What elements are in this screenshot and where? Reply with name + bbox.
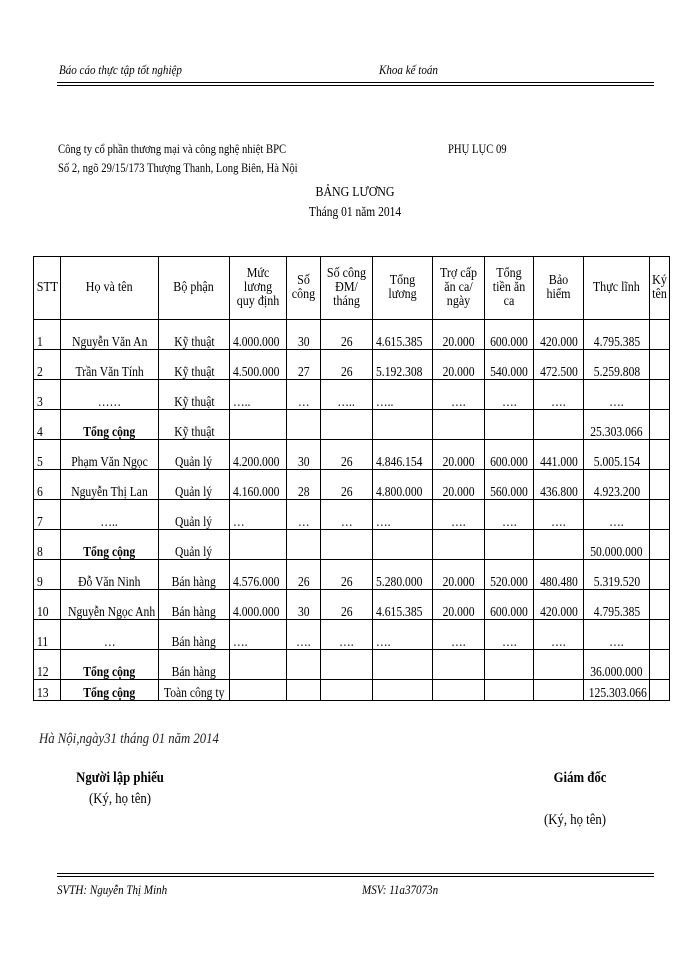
document-subtitle: Tháng 01 năm 2014 (308, 205, 402, 220)
header-rule (57, 82, 654, 86)
table-cell: 125.303.066 (584, 680, 650, 701)
table-cell: …. (373, 500, 433, 530)
table-cell: 30 (287, 320, 321, 350)
table-cell: 4 (34, 410, 61, 440)
col-header: Số công (287, 257, 321, 320)
table-cell (373, 410, 433, 440)
table-cell: Tổng cộng (61, 410, 159, 440)
table-cell: 30 (287, 590, 321, 620)
table-cell (287, 680, 321, 701)
table-cell: 4.846.154 (373, 440, 433, 470)
table-cell: 5.319.520 (584, 560, 650, 590)
table-cell (321, 680, 373, 701)
table-cell (534, 650, 584, 680)
table-cell: 600.000 (485, 440, 534, 470)
table-cell: 436.800 (534, 470, 584, 500)
table-row (34, 470, 670, 500)
table-cell: Toàn công ty (159, 680, 230, 701)
table-cell (650, 590, 670, 620)
col-header: Trợ cấp ăn ca/ ngày (433, 257, 485, 320)
table-cell: 28 (287, 470, 321, 500)
table-cell: …. (534, 380, 584, 410)
table-cell: Nguyễn Thị Lan (61, 470, 159, 500)
table-cell (485, 650, 534, 680)
table-cell: Tổng cộng (61, 680, 159, 701)
table-cell: 600.000 (485, 590, 534, 620)
table-row (34, 650, 670, 680)
table-cell: 1 (34, 320, 61, 350)
table-cell: …. (534, 500, 584, 530)
table-cell: 26 (321, 440, 373, 470)
table-cell: 30 (287, 440, 321, 470)
footer-rule (57, 873, 654, 877)
table-cell: 520.000 (485, 560, 534, 590)
table-cell (230, 410, 287, 440)
table-cell: ….. (321, 380, 373, 410)
table-cell: 6 (34, 470, 61, 500)
table-cell: 472.500 (534, 350, 584, 380)
table-cell: … (287, 500, 321, 530)
table-cell (534, 410, 584, 440)
table-cell (650, 530, 670, 560)
table-cell (650, 620, 670, 650)
table-row (34, 590, 670, 620)
table-cell: 480.480 (534, 560, 584, 590)
document-title: BẢNG LƯƠNG (315, 185, 395, 200)
table-cell: …. (433, 380, 485, 410)
table-cell: 5.259.808 (584, 350, 650, 380)
table-row (34, 560, 670, 590)
table-cell: 4.200.000 (230, 440, 287, 470)
table-cell (650, 560, 670, 590)
table-cell (650, 650, 670, 680)
table-cell: Nguyễn Văn An (61, 320, 159, 350)
table-cell: …. (485, 380, 534, 410)
table-cell: Trần Văn Tính (61, 350, 159, 380)
table-cell (485, 680, 534, 701)
table-cell: 12 (34, 650, 61, 680)
table-cell: 4.795.385 (584, 320, 650, 350)
table-cell: …. (433, 500, 485, 530)
table-cell (534, 680, 584, 701)
table-cell: Tổng cộng (61, 650, 159, 680)
table-cell: 20.000 (433, 560, 485, 590)
table-cell: 20.000 (433, 470, 485, 500)
table-cell (433, 680, 485, 701)
table-cell (650, 410, 670, 440)
table-cell (650, 470, 670, 500)
table-cell: …… (61, 380, 159, 410)
table-cell: 20.000 (433, 350, 485, 380)
table-cell: 10 (34, 590, 61, 620)
table-cell: … (61, 620, 159, 650)
col-header: Ký tên (650, 257, 670, 320)
col-header: Thực lĩnh (584, 257, 650, 320)
table-cell: 26 (321, 590, 373, 620)
col-header: Tổng lương (373, 257, 433, 320)
col-header: Mức lương quy định (230, 257, 287, 320)
table-cell (287, 650, 321, 680)
table-cell (650, 500, 670, 530)
table-cell: 20.000 (433, 320, 485, 350)
footer-student-id: MSV: 11a37073n (362, 882, 439, 897)
table-cell: 2 (34, 350, 61, 380)
table-cell (321, 530, 373, 560)
table-cell: Kỹ thuật (159, 350, 230, 380)
company-name: Công ty cổ phần thương mại và công nghệ nhiệt BPC (58, 141, 287, 156)
table-cell: 8 (34, 530, 61, 560)
table-cell (230, 650, 287, 680)
table-cell (373, 650, 433, 680)
table-cell: …. (534, 620, 584, 650)
table-header-row (34, 257, 670, 320)
table-cell (287, 410, 321, 440)
table-cell: Kỹ thuật (159, 380, 230, 410)
preparer-note: (Ký, họ tên) (89, 791, 151, 807)
table-cell: 3 (34, 380, 61, 410)
appendix-label: PHỤ LỤC 09 (448, 141, 507, 156)
table-cell (650, 680, 670, 701)
report-header-right: Khoa kế toán (379, 62, 438, 77)
table-cell: 5 (34, 440, 61, 470)
table-cell: Bán hàng (159, 620, 230, 650)
table-cell: Bán hàng (159, 560, 230, 590)
table-cell (433, 650, 485, 680)
table-cell: 7 (34, 500, 61, 530)
table-cell: Bán hàng (159, 590, 230, 620)
table-cell: Quản lý (159, 500, 230, 530)
table-cell: Quản lý (159, 470, 230, 500)
table-cell: 20.000 (433, 440, 485, 470)
table-cell: 20.000 (433, 590, 485, 620)
table-cell: …. (230, 620, 287, 650)
table-cell (650, 350, 670, 380)
table-cell: …. (433, 620, 485, 650)
table-cell: 420.000 (534, 590, 584, 620)
table-cell: 26 (321, 560, 373, 590)
table-cell (287, 530, 321, 560)
table-cell: …. (485, 620, 534, 650)
col-header: Họ và tên (61, 257, 159, 320)
col-header: Tổng tiền ăn ca (485, 257, 534, 320)
table-cell: … (287, 380, 321, 410)
table-cell: 4.800.000 (373, 470, 433, 500)
table-row (34, 410, 670, 440)
table-cell: 26 (321, 470, 373, 500)
table-row (34, 500, 670, 530)
table-cell: …. (584, 620, 650, 650)
table-cell: … (321, 500, 373, 530)
table-cell (433, 410, 485, 440)
table-cell (373, 680, 433, 701)
table-row (34, 530, 670, 560)
table-cell: 5.005.154 (584, 440, 650, 470)
table-cell: 36.000.000 (584, 650, 650, 680)
table-row (34, 680, 670, 701)
table-cell: Quản lý (159, 530, 230, 560)
date-line: Hà Nội,ngày31 tháng 01 năm 2014 (39, 731, 219, 747)
table-cell: Tổng cộng (61, 530, 159, 560)
table-cell (650, 440, 670, 470)
table-cell: 26 (321, 320, 373, 350)
table-cell: Đỗ Văn Ninh (61, 560, 159, 590)
table-cell: …. (584, 380, 650, 410)
table-cell (485, 410, 534, 440)
col-header: STT (34, 257, 61, 320)
table-cell: 11 (34, 620, 61, 650)
table-cell: 420.000 (534, 320, 584, 350)
table-cell (433, 530, 485, 560)
col-header: Số công ĐM/ tháng (321, 257, 373, 320)
table-cell: 4.615.385 (373, 320, 433, 350)
table-cell: 26 (321, 350, 373, 380)
table-cell: 5.280.000 (373, 560, 433, 590)
director-title: Giám đốc (553, 770, 607, 786)
table-cell (650, 380, 670, 410)
footer-student: SVTH: Nguyễn Thị Minh (57, 882, 168, 897)
col-header: Bộ phận (159, 257, 230, 320)
table-cell: … (230, 500, 287, 530)
table-cell: …. (485, 500, 534, 530)
table-cell: Nguyễn Ngọc Anh (61, 590, 159, 620)
table-cell: Kỹ thuật (159, 320, 230, 350)
table-cell: 4.500.000 (230, 350, 287, 380)
table-cell (230, 680, 287, 701)
table-cell (321, 410, 373, 440)
table-cell: ….. (230, 380, 287, 410)
report-header-left: Báo cáo thực tập tốt nghiệp (59, 62, 182, 77)
table-cell: ….. (61, 500, 159, 530)
table-cell: Quản lý (159, 440, 230, 470)
table-cell: 26 (287, 560, 321, 590)
table-cell: …. (373, 620, 433, 650)
table-cell: 50.000.000 (584, 530, 650, 560)
table-row (34, 380, 670, 410)
table-cell: …. (321, 620, 373, 650)
table-cell: Phạm Văn Ngọc (61, 440, 159, 470)
table-cell: 4.576.000 (230, 560, 287, 590)
table-cell: 441.000 (534, 440, 584, 470)
table-cell: 4.160.000 (230, 470, 287, 500)
company-address: Số 2, ngõ 29/15/173 Thượng Thanh, Long Biên, Hà Nội (58, 160, 298, 175)
table-cell (485, 530, 534, 560)
table-cell: 5.192.308 (373, 350, 433, 380)
table-row (34, 440, 670, 470)
table-cell: 27 (287, 350, 321, 380)
table-row (34, 350, 670, 380)
table-cell: 4.795.385 (584, 590, 650, 620)
table-cell: 4.000.000 (230, 320, 287, 350)
table-cell (373, 530, 433, 560)
table-cell: 600.000 (485, 320, 534, 350)
table-cell: …. (584, 500, 650, 530)
table-cell: 13 (34, 680, 61, 701)
table-cell: Bán hàng (159, 650, 230, 680)
table-cell: 540.000 (485, 350, 534, 380)
salary-table (33, 256, 670, 701)
table-cell: 9 (34, 560, 61, 590)
table-cell: Kỹ thuật (159, 410, 230, 440)
col-header: Bảo hiểm (534, 257, 584, 320)
table-cell (534, 530, 584, 560)
director-note: (Ký, họ tên) (544, 812, 606, 828)
table-cell: 4.000.000 (230, 590, 287, 620)
table-cell (230, 530, 287, 560)
table-cell: 25.303.066 (584, 410, 650, 440)
table-cell (650, 320, 670, 350)
table-cell: …. (287, 620, 321, 650)
table-row (34, 620, 670, 650)
table-cell: 560.000 (485, 470, 534, 500)
table-cell (321, 650, 373, 680)
preparer-title: Người lập phiếu (76, 770, 164, 786)
table-cell: 4.923.200 (584, 470, 650, 500)
table-cell: 4.615.385 (373, 590, 433, 620)
table-cell: ….. (373, 380, 433, 410)
table-row (34, 320, 670, 350)
